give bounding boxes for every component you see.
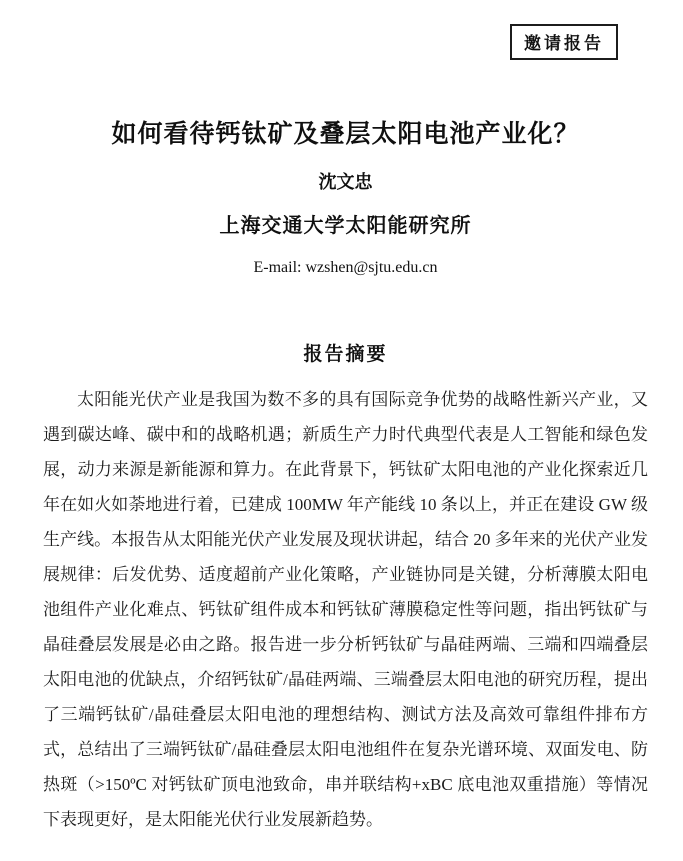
badge-row (43, 24, 648, 60)
abstract-heading: 报告摘要 (303, 344, 388, 365)
page-title: 如何看待钙钛矿及叠层太阳电池产业化？ (111, 120, 580, 148)
affiliation: 上海交通大学太阳能研究所 (219, 215, 472, 237)
author-name: 沈文忠 (318, 172, 373, 192)
email-line: E-mail: wzshen@sjtu.edu.cn (253, 259, 438, 276)
invited-report-badge: 邀请报告 (510, 24, 618, 60)
abstract-paragraph: 太阳能光伏产业是我国为数不多的具有国际竞争优势的战略性新兴产业，又遇到碳达峰、碳中和的战略机遇；新质生产力时代典型代表是人工智能和绿色发展，动力来源是新能源和算力。在此背景下，钙钛矿太阳电池的产业化探索近几年在如火如荼地进行着，已建成 100MW 年产能线 10 条以上，并正在建设 GW 级生产线。本报告从太阳能光伏产业发展及现状讲起，结合 20 多年来的光伏产业发展规律：后发优势、适度超前产业化策略，产业链协同是关键，分析薄膜太阳电池组件产业化难点、钙钛矿组件成本和钙钛矿薄膜稳定性等问题，指出钙钛矿与晶硅叠层发展是必由之路。报告进一步分析钙钛矿与晶硅两端、三端和四端叠层太阳电池的优缺点，介绍钙钛矿/晶硅两端、三端叠层太阳电池的研究历程，提出了三端钙钛矿/晶硅叠层太阳电池的理想结构、测试方法及高效可靠组件排布方式，总结出了三端钙钛矿/晶硅叠层太阳电池组件在复杂光谱环境、双面发电、防热斑（>150ºC 对钙钛矿顶电池致命，串并联结构+xBC 底电池双重措施）等情况下表现更好，是太阳能光伏行业发展新趋势。 (43, 390, 648, 829)
